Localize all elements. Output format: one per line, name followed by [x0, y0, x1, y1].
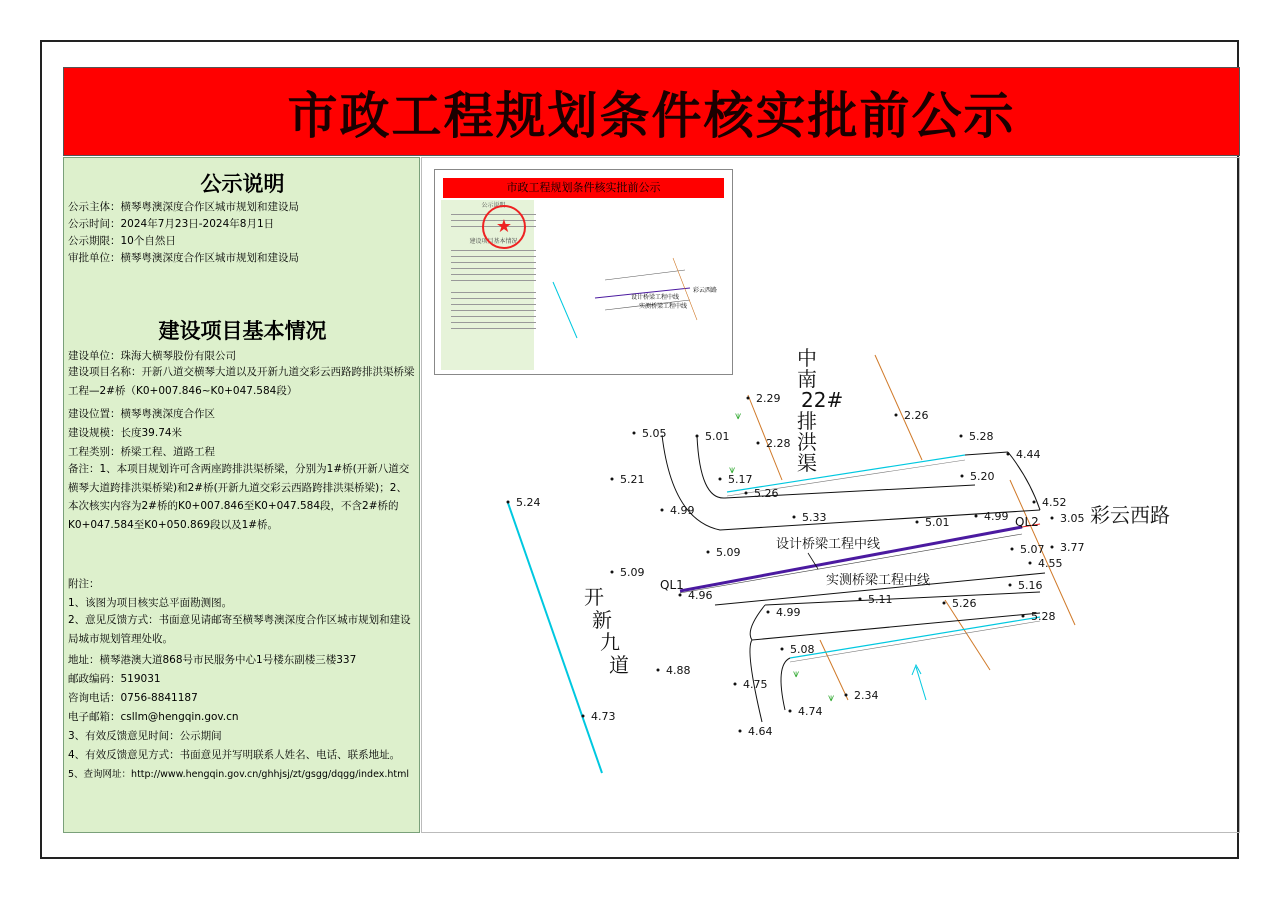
official-seal-icon: ★	[482, 205, 526, 249]
grass-icon: ⩛	[828, 691, 835, 704]
elevation-value: 5.09	[620, 566, 645, 579]
annex-line: 4、有效反馈意见方式：书面意见并写明联系人姓名、电话、联系地址。	[68, 749, 401, 761]
boundary-line	[945, 600, 990, 670]
elevation-point-marker	[507, 501, 510, 504]
canal-label-char: 中	[797, 346, 817, 370]
elevation-points	[507, 392, 1085, 738]
elevation-point-marker	[1051, 546, 1054, 549]
project-unit: 建设单位：珠海大横琴股份有限公司	[68, 350, 236, 362]
elevation-value: 3.05	[1060, 512, 1085, 525]
elevation-point-marker	[961, 475, 964, 478]
thumbnail-measured-label: 实测桥梁工程中线	[639, 303, 688, 310]
elevation-value: 3.77	[1060, 541, 1085, 554]
elevation-point-marker	[611, 571, 614, 574]
elevation-point-marker	[747, 397, 750, 400]
elevation-point-marker	[793, 516, 796, 519]
page-title: 市政工程规划条件核实批前公示	[287, 86, 1016, 145]
west-road-label-char: 新	[592, 608, 612, 632]
elevation-value: 4.74	[798, 705, 823, 718]
elevation-value: 4.52	[1042, 496, 1067, 509]
annex-line: 3、有效反馈意见时间：公示期间	[68, 730, 222, 742]
grass-icon: ⩛	[735, 409, 742, 422]
elevation-value: 5.33	[802, 511, 827, 524]
canal-label-char: 洪	[797, 430, 817, 454]
west-road-label-char: 九	[600, 630, 620, 654]
elevation-point-marker	[734, 683, 737, 686]
annex-line: 咨询电话：0756-8841187	[68, 692, 198, 704]
elevation-point-marker	[757, 442, 760, 445]
canal-label-char: 南	[797, 367, 817, 391]
canal-label-char: 22#	[801, 388, 844, 412]
canal-west-line	[508, 503, 602, 773]
elevation-point-marker	[1007, 453, 1010, 456]
elevation-point-marker	[1051, 517, 1054, 520]
thumbnail-road-label: 彩云西路	[693, 287, 718, 294]
elevation-point-marker	[1029, 562, 1032, 565]
canal-edge-line	[790, 617, 1040, 658]
ql1-label: QL1	[660, 578, 684, 592]
elevation-value: 5.01	[705, 430, 730, 443]
road-edge-line	[697, 436, 975, 498]
canal-edge-line	[790, 621, 1040, 662]
elevation-value: 5.24	[516, 496, 541, 509]
elevation-value: 5.07	[1020, 543, 1045, 556]
project-location: 建设位置：横琴粤澳深度合作区	[68, 408, 215, 420]
elevation-value: 4.96	[688, 589, 713, 602]
annex-line: 2、意见反馈方式：书面意见请邮寄至横琴粤澳深度合作区城市规划和建设局城市规划管理处收。	[68, 614, 411, 645]
elevation-point-marker	[895, 414, 898, 417]
grass-icon: ⩛	[793, 667, 800, 680]
elevation-point-marker	[1009, 584, 1012, 587]
elevation-value: 4.88	[666, 664, 691, 677]
elevation-value: 5.28	[969, 430, 994, 443]
thumbnail-title: 市政工程规划条件核实批前公示	[443, 178, 724, 198]
east-road-label: 彩云西路	[1090, 503, 1170, 527]
elevation-point-marker	[661, 509, 664, 512]
elevation-point-marker	[679, 594, 682, 597]
elevation-value: 4.64	[748, 725, 773, 738]
elevation-value: 4.73	[591, 710, 616, 723]
elevation-point-marker	[1022, 615, 1025, 618]
elevation-point-marker	[845, 694, 848, 697]
road-edge-line	[965, 452, 1008, 455]
elevation-point-marker	[1033, 501, 1036, 504]
elevation-value: 4.44	[1016, 448, 1041, 461]
elevation-value: 5.21	[620, 473, 645, 486]
notice-line: 公示主体：横琴粤澳深度合作区城市规划和建设局	[68, 201, 299, 213]
elevation-value: 5.20	[970, 470, 995, 483]
elevation-value: 2.34	[854, 689, 879, 702]
design-centerline-label: 设计桥梁工程中线	[776, 537, 881, 552]
annex-line: 邮政编码：519031	[68, 673, 161, 685]
project-category: 工程类别：桥梁工程、道路工程	[68, 446, 215, 458]
elevation-point-marker	[611, 478, 614, 481]
thumbnail-heading: 公示说明	[481, 202, 506, 209]
notice-line: 公示期限：10个自然日	[68, 235, 176, 247]
elevation-point-marker	[582, 715, 585, 718]
west-road-label-char: 开	[584, 585, 604, 609]
annex-line: 地址：横琴港澳大道868号市民服务中心1号楼东副楼三楼337	[68, 654, 357, 666]
boundary-line	[875, 355, 922, 460]
ql2-label: QL2	[1015, 515, 1039, 529]
elevation-point-marker	[633, 432, 636, 435]
elevation-value: 2.26	[904, 409, 929, 422]
annex-line: 1、该图为项目核实总平面勘测图。	[68, 597, 233, 609]
elevation-value: 4.99	[984, 510, 1009, 523]
thumbnail-project-heading: 建设项目基本情况	[469, 238, 518, 245]
elevation-value: 2.28	[766, 437, 791, 450]
elevation-value: 4.55	[1038, 557, 1063, 570]
annex-line: 附注：	[68, 578, 100, 590]
elevation-value: 5.26	[952, 597, 977, 610]
notice-heading: 公示说明	[200, 172, 285, 196]
elevation-point-marker	[707, 551, 710, 554]
elevation-value: 5.05	[642, 427, 667, 440]
elevation-value: 2.29	[756, 392, 781, 405]
grass-icon: ⩛	[729, 463, 736, 476]
canal-label	[797, 346, 843, 475]
flow-arrow-icon	[916, 667, 926, 700]
elevation-point-marker	[745, 492, 748, 495]
thumbnail-design-label: 设计桥梁工程中线	[631, 294, 680, 301]
elevation-point-marker	[1011, 548, 1014, 551]
elevation-point-marker	[657, 669, 660, 672]
road-edge-line	[765, 592, 1040, 605]
elevation-value: 5.08	[790, 643, 815, 656]
elevation-point-marker	[789, 710, 792, 713]
elevation-value: 4.75	[743, 678, 768, 691]
project-heading: 建设项目基本情况	[158, 319, 327, 343]
elevation-point-marker	[781, 648, 784, 651]
elevation-point-marker	[960, 435, 963, 438]
elevation-point-marker	[719, 478, 722, 481]
notice-line: 审批单位：横琴粤澳深度合作区城市规划和建设局	[68, 252, 299, 264]
elevation-value: 5.01	[925, 516, 950, 529]
notice-line: 公示时间：2024年7月23日-2024年8月1日	[68, 218, 275, 230]
project-name: 建设项目名称：开新八道交横琴大道以及开新九道交彩云西路跨排洪渠桥梁工程—2#桥（K0+007.846~K0+047.584段）	[68, 366, 415, 397]
measured-centerline-label: 实测桥梁工程中线	[826, 573, 931, 588]
canal-label-char: 渠	[797, 451, 817, 475]
elevation-value: 5.11	[868, 593, 893, 606]
elevation-value: 5.26	[754, 487, 779, 500]
elevation-point-marker	[859, 598, 862, 601]
annex-line: 5、查询网址：http://www.hengqin.gov.cn/ghhjsj/zt/gsgg/dqgg/index.html	[68, 769, 410, 780]
elevation-value: 5.28	[1031, 610, 1056, 623]
west-road-label	[584, 585, 629, 677]
elevation-point-marker	[739, 730, 742, 733]
annex-line: 电子邮箱：csllm@hengqin.gov.cn	[68, 711, 239, 723]
elevation-point-marker	[916, 521, 919, 524]
elevation-point-marker	[767, 611, 770, 614]
elevation-value: 5.09	[716, 546, 741, 559]
elevation-value: 4.99	[776, 606, 801, 619]
project-note: 备注：1、本项目规划许可含两座跨排洪渠桥梁，分别为1#桥(开新八道交横琴大道跨排洪渠桥梁)和2#桥(开新九道交彩云西路跨排洪渠桥梁)；2、本次核实内容为2#桥的K0+007.846至K0+047.584段，不含2#桥的K0+047.584至K0+050.869段以及1#桥。	[68, 463, 410, 531]
road-edge-line	[781, 658, 790, 710]
elevation-point-marker	[696, 435, 699, 438]
elevation-point-marker	[975, 515, 978, 518]
project-scale: 建设规模：长度39.74米	[68, 427, 183, 439]
elevation-point-marker	[943, 602, 946, 605]
west-road-label-char: 道	[609, 653, 629, 677]
elevation-value: 5.16	[1018, 579, 1043, 592]
canal-label-char: 排	[797, 409, 817, 433]
elevation-value: 4.99	[670, 504, 695, 517]
elevation-value: 5.17	[728, 473, 753, 486]
